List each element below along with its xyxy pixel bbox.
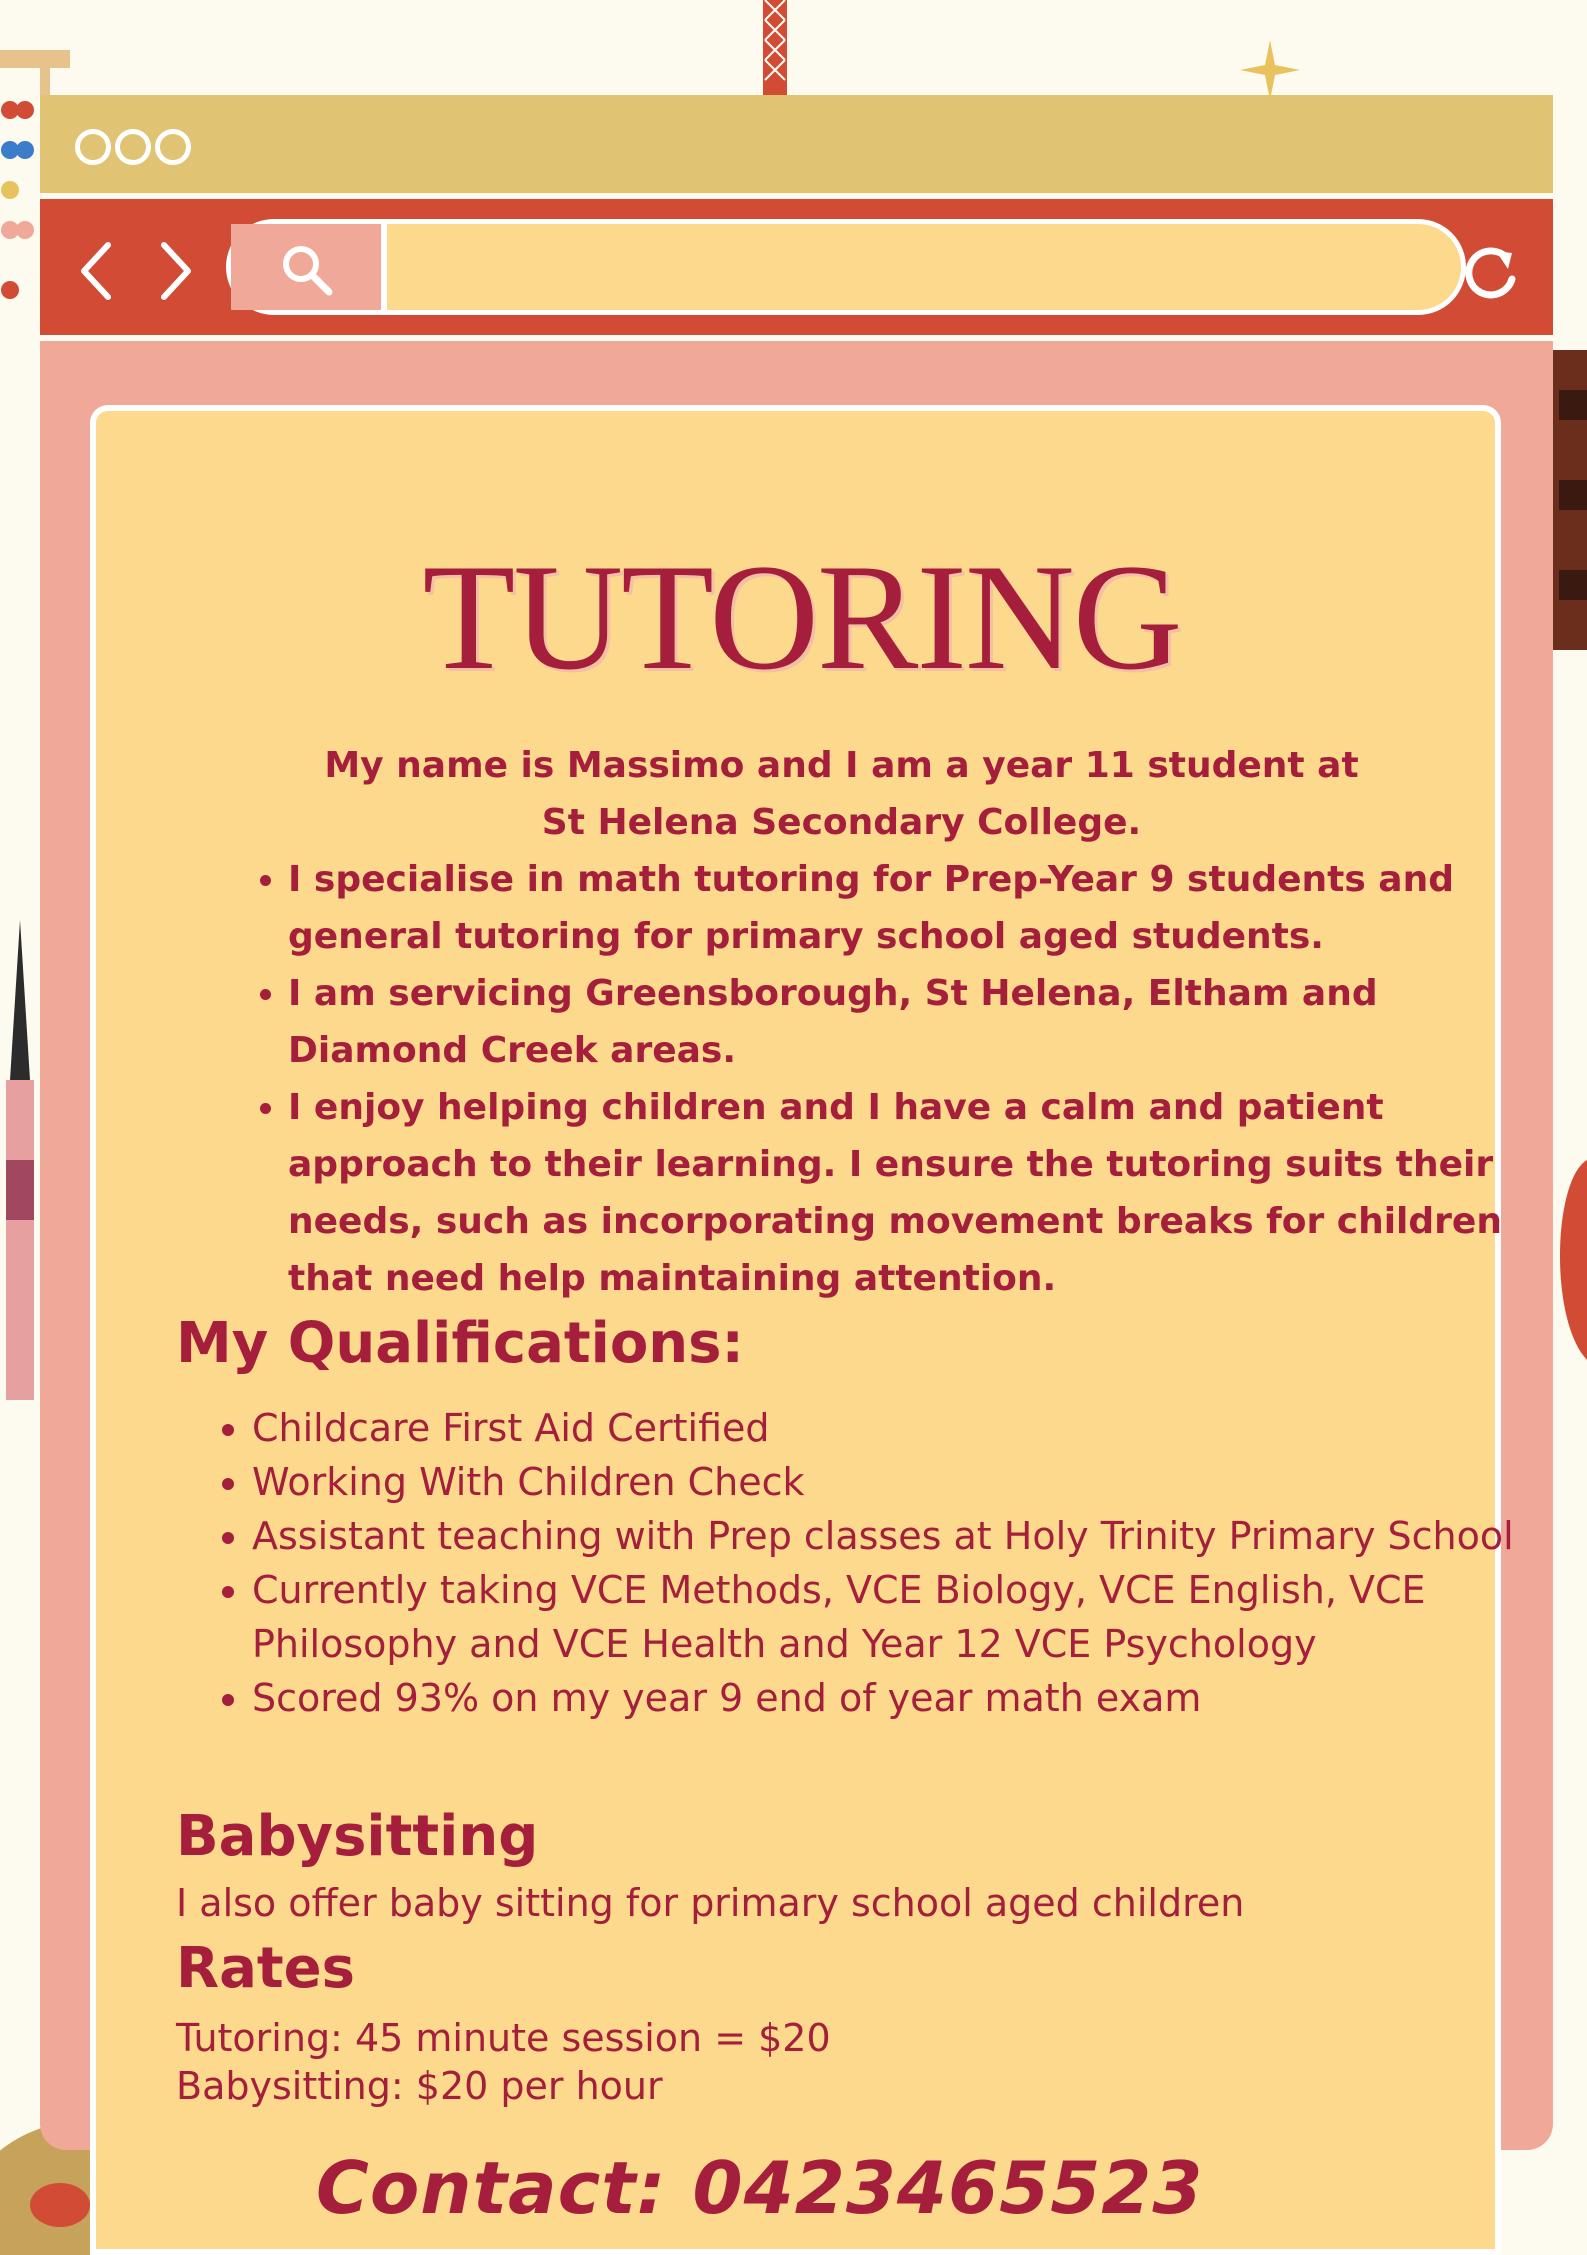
window-dot-minimize[interactable] bbox=[115, 129, 151, 165]
intro-list bbox=[254, 851, 1528, 1307]
search-icon bbox=[279, 242, 335, 298]
window-dot-maximize[interactable] bbox=[155, 129, 191, 165]
pen-illustration bbox=[0, 920, 40, 1400]
browser-window bbox=[40, 95, 1553, 2230]
contact-phone[interactable]: Contact: 0423465523 bbox=[316, 2146, 1204, 2230]
address-bar[interactable] bbox=[226, 219, 1466, 315]
list-item: • I am servicing Greensborough, St Helena, Eltham and Diamond Creek areas. bbox=[288, 965, 1528, 1079]
qualifications-heading: My Qualifications: bbox=[176, 1311, 744, 1376]
chevron-left-icon[interactable] bbox=[74, 239, 118, 303]
babysitting-heading: Babysitting bbox=[176, 1804, 539, 1869]
tower-illustration bbox=[755, 0, 795, 100]
page-title: TUTORING bbox=[422, 533, 1181, 701]
intro-line: St Helena Secondary College. bbox=[541, 802, 1142, 843]
rates-heading: Rates bbox=[176, 1936, 355, 2001]
list-item: • I specialise in math tutoring for Prep-Year 9 students and general tutoring for primary school aged students. bbox=[288, 851, 1528, 965]
window-controls bbox=[75, 129, 191, 165]
page-content bbox=[90, 405, 1514, 2255]
qualifications-list bbox=[218, 1401, 1552, 1725]
rate-babysitting: Babysitting: $20 per hour bbox=[176, 2064, 663, 2108]
divider bbox=[40, 335, 1553, 341]
sparkle-icon bbox=[1240, 40, 1300, 100]
intro-line: My name is Massimo and I am a year 11 student at bbox=[324, 745, 1359, 786]
chevron-right-icon[interactable] bbox=[154, 239, 198, 303]
rate-tutoring: Tutoring: 45 minute session = $20 bbox=[176, 2016, 831, 2060]
abacus-illustration-right bbox=[1553, 350, 1587, 650]
apple-illustration bbox=[1553, 1160, 1587, 1360]
navigation-bar bbox=[40, 199, 1553, 339]
list-item: • Assistant teaching with Prep classes at Holy Trinity Primary School bbox=[252, 1509, 1552, 1563]
intro-text bbox=[96, 737, 1507, 851]
list-item: • Currently taking VCE Methods, VCE Biology, VCE English, VCE Philosophy and VCE Health and Year 12 VCE Psychology bbox=[252, 1563, 1552, 1671]
list-item: • Childcare First Aid Certified bbox=[252, 1401, 1552, 1455]
search-button[interactable] bbox=[231, 224, 387, 310]
list-item: • Working With Children Check bbox=[252, 1455, 1552, 1509]
window-dot-close[interactable] bbox=[75, 129, 111, 165]
babysitting-text: I also offer baby sitting for primary school aged children bbox=[176, 1881, 1245, 1925]
reload-icon[interactable] bbox=[1458, 239, 1524, 305]
title-bar bbox=[40, 95, 1553, 193]
list-item: • I enjoy helping children and I have a calm and patient approach to their learning. I ensure the tutoring suits their needs, such as incorporating movement breaks for children that need help maintaining attention. bbox=[288, 1079, 1528, 1307]
list-item: • Scored 93% on my year 9 end of year math exam bbox=[252, 1671, 1552, 1725]
